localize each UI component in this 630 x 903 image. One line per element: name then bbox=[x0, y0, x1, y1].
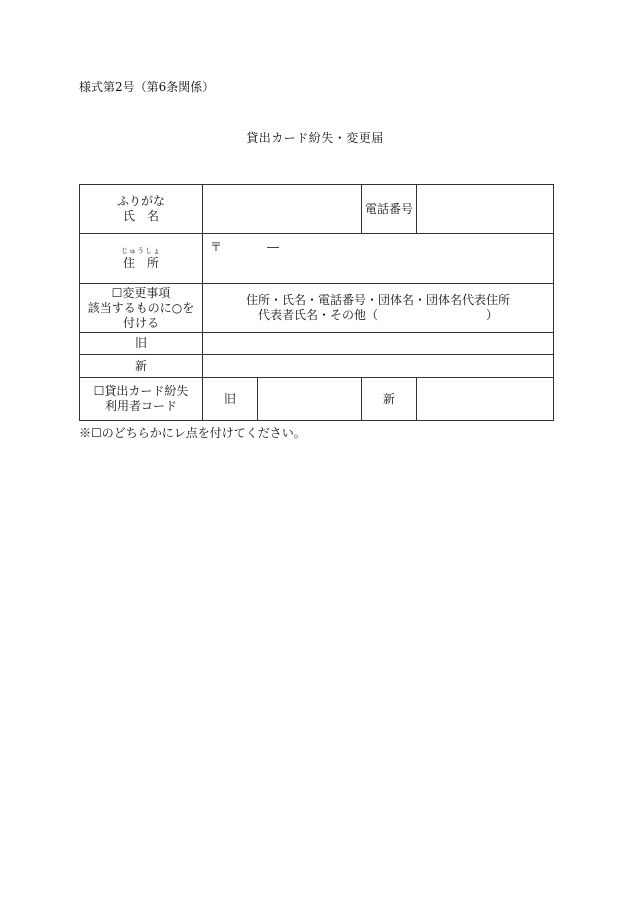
phone-field[interactable] bbox=[417, 185, 554, 234]
new-row bbox=[80, 355, 554, 378]
lost-card-row bbox=[80, 378, 554, 421]
document-title: 貸出カード紛失・変更届 bbox=[246, 131, 384, 145]
user-code-label: 利用者コード bbox=[104, 399, 177, 413]
name-row bbox=[80, 185, 554, 234]
old-row bbox=[80, 333, 554, 355]
change-label-checkbox[interactable]: ☐変更事項 bbox=[111, 285, 171, 300]
address-ruby: じゅうしょ bbox=[121, 246, 161, 255]
code-new-field[interactable] bbox=[417, 378, 554, 421]
postal-dash: ― bbox=[267, 240, 279, 254]
lost-card-label-cell bbox=[80, 378, 203, 421]
address-label: 住 所 bbox=[122, 255, 159, 270]
change-options-line1: 住所・氏名・電話番号・団体名・団体名代表住所 bbox=[245, 293, 510, 307]
change-label-cell bbox=[80, 284, 203, 333]
name-field[interactable] bbox=[203, 185, 362, 234]
footnote: ※☐のどちらかにレ点を付けてください。 bbox=[79, 426, 306, 440]
old-label: 旧 bbox=[80, 333, 203, 355]
name-label: 氏 名 bbox=[122, 209, 159, 223]
form-table bbox=[79, 184, 554, 421]
change-row bbox=[80, 284, 554, 333]
address-label-cell bbox=[80, 234, 203, 284]
address-field[interactable] bbox=[203, 234, 554, 284]
form-reference: 様式第2号（第6条関係） bbox=[79, 80, 215, 94]
new-field[interactable] bbox=[203, 355, 554, 378]
lost-card-checkbox[interactable]: ☐貸出カード紛失 bbox=[93, 384, 189, 398]
furigana-label: ふりがな bbox=[116, 194, 165, 208]
change-options-line2: 代表者氏名・その他（ ） bbox=[257, 308, 498, 322]
change-label-instruction-2: 付ける bbox=[122, 315, 159, 330]
change-label-instruction: 該当するものに○を bbox=[87, 300, 195, 315]
code-old-label: 旧 bbox=[203, 378, 258, 421]
change-options-cell[interactable] bbox=[203, 284, 554, 333]
phone-label: 電話番号 bbox=[362, 185, 417, 234]
name-label-cell bbox=[80, 185, 203, 234]
code-new-label: 新 bbox=[362, 378, 417, 421]
code-old-field[interactable] bbox=[258, 378, 362, 421]
old-field[interactable] bbox=[203, 333, 554, 355]
postal-symbol: 〒 bbox=[210, 240, 223, 254]
new-label: 新 bbox=[80, 355, 203, 378]
address-row bbox=[80, 234, 554, 284]
